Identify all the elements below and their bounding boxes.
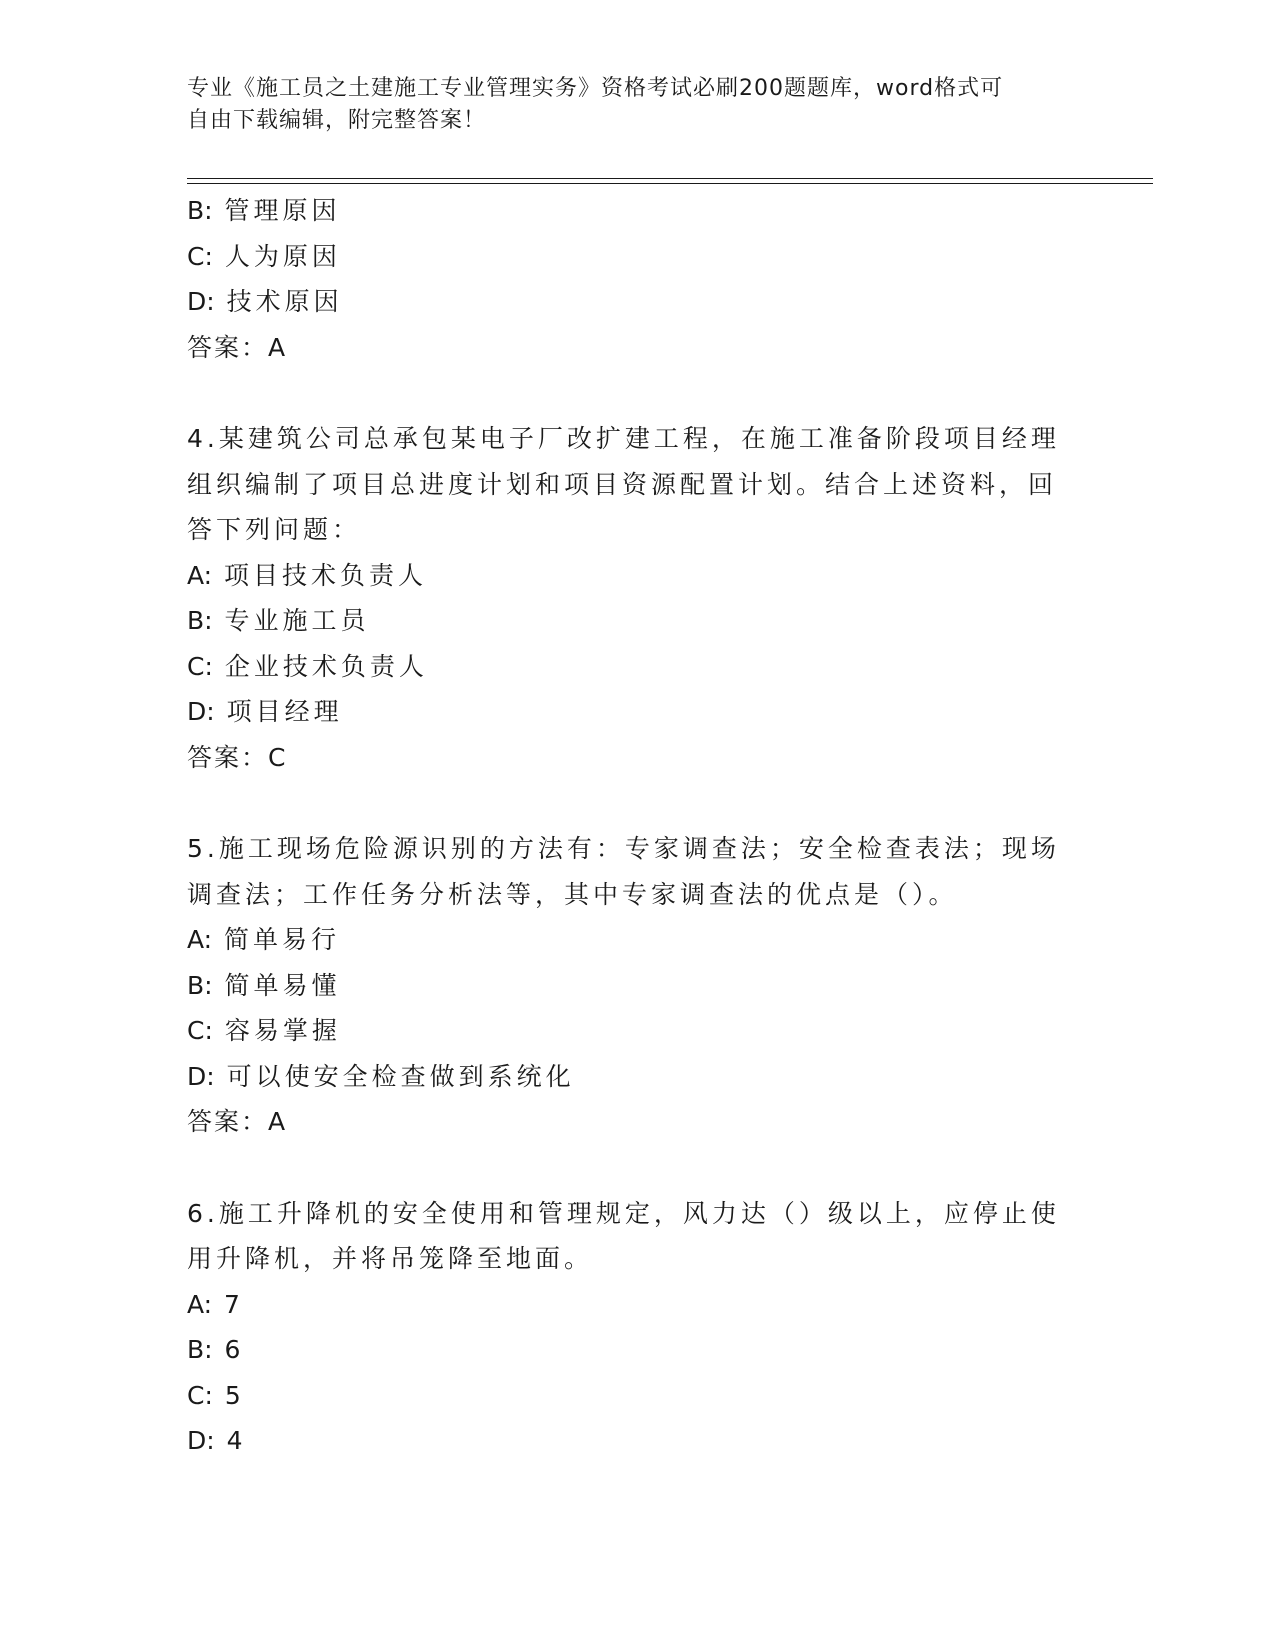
answer-line: 答案：C <box>187 742 288 772</box>
question-block-5 <box>187 826 1067 1145</box>
option-b: B: 简单易懂 <box>187 970 341 1000</box>
header-line-2: 自由下载编辑，附完整答案！ <box>187 108 487 133</box>
option-d: D: 4 <box>187 1426 247 1455</box>
option-c: C: 5 <box>187 1380 245 1410</box>
question-block-6 <box>187 1191 1067 1464</box>
option-a: A: 简单易行 <box>187 925 341 954</box>
option-d: D: 可以使安全检查做到系统化 <box>187 1061 575 1091</box>
option-b: B: 6 <box>187 1335 245 1364</box>
header-divider-top <box>187 178 1153 179</box>
option-c: C: 容易掌握 <box>187 1016 341 1045</box>
answer-line: 答案：A <box>187 1107 288 1136</box>
option-a: A: 项目技术负责人 <box>187 560 428 590</box>
question-text: 5.施工现场危险源识别的方法有：专家调查法；安全检查表法；现场 调查法；工作任务分析法等，其中专家调查法的优点是（）。 <box>187 834 1060 909</box>
question-block-prev <box>187 188 1067 370</box>
header-divider-bottom <box>187 183 1153 184</box>
document-header <box>187 73 1067 137</box>
question-list <box>187 188 1067 1464</box>
option-a: A: 7 <box>187 1289 244 1319</box>
answer-line: 答案：A <box>187 332 288 362</box>
option-b: B: 专业施工员 <box>187 606 370 635</box>
option-c: C: 人为原因 <box>187 241 341 271</box>
option-c: C: 企业技术负责人 <box>187 651 428 681</box>
question-text: 4.某建筑公司总承包某电子厂改扩建工程，在施工准备阶段项目经理 组织编制了项目总进度计划和项目资源配置计划。结合上述资料，回 答下列问题： <box>187 424 1060 544</box>
question-block-4 <box>187 416 1067 780</box>
option-d: D: 技术原因 <box>187 287 343 316</box>
option-b: B: 管理原因 <box>187 196 341 225</box>
option-d: D: 项目经理 <box>187 697 343 726</box>
question-text: 6.施工升降机的安全使用和管理规定，风力达（）级以上，应停止使 用升降机，并将吊笼降至地面。 <box>187 1198 1060 1273</box>
header-line-1: 专业《施工员之土建施工专业管理实务》资格考试必刷200题题库，word格式可 <box>187 76 1004 101</box>
